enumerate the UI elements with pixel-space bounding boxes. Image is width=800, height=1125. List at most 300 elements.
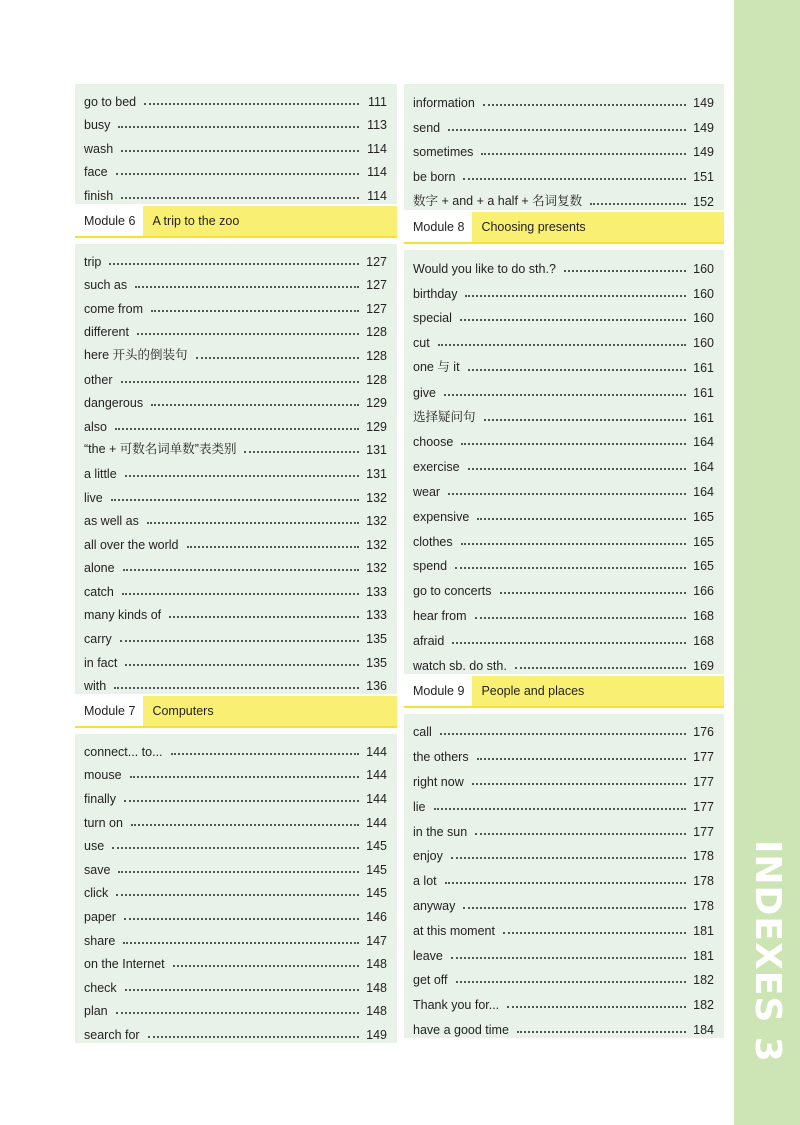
dot-leader: [125, 475, 359, 477]
entry-block: [75, 244, 397, 694]
entry-term: Thank you for...: [413, 998, 500, 1013]
entry-page-number: 146: [366, 910, 387, 924]
index-entry: [75, 434, 397, 458]
entry-term: expensive: [413, 509, 470, 524]
entry-term: spend: [413, 559, 448, 574]
dot-leader: [123, 569, 359, 571]
dot-leader: [472, 783, 686, 785]
entry-term: one 与 it: [413, 359, 460, 374]
entry-term: watch sb. do sth.: [413, 658, 507, 673]
module-label: Module 7: [75, 696, 143, 726]
entry-page-number: 181: [693, 948, 714, 963]
entry-term: check: [84, 980, 117, 995]
entry-page-number: 128: [366, 325, 387, 340]
index-entry: [75, 948, 397, 972]
entry-page-number: 160: [693, 261, 714, 276]
index-entry: [75, 292, 397, 316]
dot-leader: [120, 640, 359, 642]
dot-leader: [125, 664, 359, 666]
dot-leader: [507, 1006, 686, 1008]
index-entry: [75, 1018, 397, 1042]
module-title: A trip to the zoo: [143, 206, 397, 236]
entry-page-number: 160: [693, 336, 714, 351]
entry-term: also: [84, 419, 107, 434]
index-entry: [75, 830, 397, 854]
entry-term: click: [84, 886, 109, 901]
entry-term: finally: [84, 792, 116, 807]
index-entry: [75, 806, 397, 830]
index-entry: [404, 739, 724, 764]
dot-leader: [137, 333, 359, 335]
entry-term: 选择疑问句: [413, 409, 476, 424]
entry-term: live: [84, 490, 103, 505]
index-entry: [75, 599, 397, 623]
index-entry: [75, 269, 397, 293]
entry-term: plan: [84, 1004, 108, 1019]
entry-page-number: 161: [693, 360, 714, 375]
dot-leader: [483, 104, 686, 106]
dot-leader: [118, 126, 359, 128]
entry-page-number: 144: [366, 792, 387, 807]
entry-page-number: 160: [693, 286, 714, 301]
entry-term: go to bed: [84, 94, 137, 109]
entry-term: at this moment: [413, 923, 495, 938]
index-entry: [75, 179, 397, 203]
dot-leader: [468, 369, 686, 371]
entry-term: turn on: [84, 815, 123, 830]
index-entry: [404, 400, 724, 425]
module-title: People and places: [472, 676, 724, 706]
index-entry: [404, 110, 724, 135]
index-entry: [404, 301, 724, 326]
entry-page-number: 166: [693, 584, 714, 599]
dot-leader: [118, 871, 359, 873]
dot-leader: [124, 918, 359, 920]
dot-leader: [463, 178, 686, 180]
entry-term: with: [84, 679, 107, 694]
index-column-left: [75, 84, 397, 1043]
dot-leader: [475, 833, 686, 835]
dot-leader: [123, 942, 359, 944]
entry-page-number: 164: [693, 484, 714, 499]
dot-leader: [122, 593, 359, 595]
index-entry: [404, 623, 724, 648]
index-entry: [404, 251, 724, 276]
index-entry: [75, 575, 397, 599]
entry-page-number: 113: [367, 118, 387, 133]
entry-term: cut: [413, 336, 430, 351]
entry-term: search for: [84, 1027, 140, 1042]
dot-leader: [121, 150, 359, 152]
dot-leader: [151, 404, 359, 406]
entry-page-number: 152: [693, 194, 714, 209]
dot-leader: [144, 103, 359, 105]
dot-leader: [460, 319, 686, 321]
entry-page-number: 132: [366, 537, 387, 552]
entry-page-number: 168: [693, 608, 714, 623]
entry-term: enjoy: [413, 849, 443, 864]
entry-page-number: 165: [693, 534, 714, 549]
entry-term: catch: [84, 584, 114, 599]
dot-leader: [187, 546, 360, 548]
index-entry: [404, 325, 724, 350]
entry-page-number: 128: [366, 348, 387, 363]
entry-term: afraid: [413, 633, 445, 648]
index-entry: [404, 863, 724, 888]
entry-term: information: [413, 95, 475, 110]
entry-page-number: 144: [366, 815, 387, 830]
index-entry: [75, 971, 397, 995]
dot-leader: [463, 907, 686, 909]
entry-term: dangerous: [84, 396, 144, 411]
dot-leader: [475, 617, 687, 619]
dot-leader: [121, 381, 360, 383]
dot-leader: [448, 129, 686, 131]
entry-term: give: [413, 385, 436, 400]
index-column-right: [404, 84, 724, 1038]
entry-page-number: 145: [366, 886, 387, 901]
entry-term: share: [84, 933, 116, 948]
dot-leader: [116, 894, 359, 896]
dot-leader: [124, 800, 359, 802]
index-entry: [404, 85, 724, 110]
dot-leader: [148, 1036, 359, 1038]
entry-page-number: 114: [367, 188, 387, 203]
entry-term: right now: [413, 774, 464, 789]
entry-term: all over the world: [84, 537, 179, 552]
entry-page-number: 178: [693, 849, 714, 864]
dot-leader: [451, 857, 686, 859]
entry-term: call: [413, 725, 432, 740]
entry-term: paper: [84, 910, 116, 924]
index-entry: [75, 156, 397, 180]
entry-page-number: 129: [366, 419, 387, 434]
entry-page-number: 182: [693, 973, 714, 988]
entry-page-number: 148: [366, 1004, 387, 1019]
index-entry: [75, 457, 397, 481]
index-entry: [404, 913, 724, 938]
index-entry: [75, 670, 397, 694]
entry-term: busy: [84, 118, 111, 133]
dot-leader: [125, 989, 359, 991]
index-entry: [75, 316, 397, 340]
index-entry: [75, 646, 397, 670]
index-entry: [75, 924, 397, 948]
dot-leader: [130, 776, 359, 778]
entry-block: [75, 734, 397, 1043]
dot-leader: [196, 357, 360, 359]
entry-page-number: 144: [366, 768, 387, 783]
dot-leader: [515, 667, 686, 669]
entry-page-number: 135: [366, 632, 387, 647]
index-entry: [75, 109, 397, 133]
dot-leader: [116, 173, 359, 175]
dot-leader: [564, 270, 686, 272]
index-entry: [404, 888, 724, 913]
entry-page-number: 127: [366, 254, 387, 269]
dot-leader: [456, 981, 686, 983]
entry-page-number: 127: [366, 301, 387, 316]
entry-page-number: 181: [693, 923, 714, 938]
index-entry: [75, 410, 397, 434]
entry-term: come from: [84, 301, 144, 316]
dot-leader: [451, 957, 686, 959]
dot-leader: [173, 965, 359, 967]
dot-leader: [445, 882, 686, 884]
dot-leader: [112, 847, 359, 849]
index-entry: [404, 375, 724, 400]
module-header: [404, 212, 724, 244]
entry-page-number: 165: [693, 509, 714, 524]
dot-leader: [477, 758, 686, 760]
index-entry: [404, 449, 724, 474]
module-header: [404, 676, 724, 708]
entry-page-number: 149: [693, 120, 714, 135]
dot-leader: [500, 592, 686, 594]
index-entry: [75, 387, 397, 411]
entry-term: wash: [84, 141, 114, 156]
index-entry: [75, 995, 397, 1019]
dot-leader: [244, 451, 359, 453]
index-entry: [404, 135, 724, 160]
dot-leader: [135, 286, 359, 288]
index-entry: [404, 598, 724, 623]
module-label: Module 9: [404, 676, 472, 706]
dot-leader: [452, 642, 686, 644]
entry-term: the others: [413, 750, 469, 765]
dot-leader: [116, 1012, 359, 1014]
index-entry: [75, 505, 397, 529]
dot-leader: [517, 1031, 686, 1033]
index-entry: [404, 938, 724, 963]
entry-page-number: 149: [693, 95, 714, 110]
dot-leader: [440, 733, 686, 735]
entry-term: hear from: [413, 608, 467, 623]
index-entry: [404, 1012, 724, 1037]
entry-term: here 开头的倒装句: [84, 347, 188, 362]
entry-term: a little: [84, 466, 117, 481]
entry-term: be born: [413, 170, 456, 185]
entry-page-number: 145: [366, 839, 387, 854]
index-entry: [75, 900, 397, 924]
dot-leader: [461, 443, 686, 445]
entry-page-number: 132: [366, 561, 387, 576]
entry-term: on the Internet: [84, 957, 165, 972]
entry-term: birthday: [413, 286, 458, 301]
entry-term: get off: [413, 973, 448, 988]
entry-page-number: 148: [366, 957, 387, 972]
entry-term: exercise: [413, 460, 460, 475]
index-entry: [75, 735, 397, 759]
index-entry: [404, 764, 724, 789]
index-entry: [404, 715, 724, 740]
entry-page-number: 184: [693, 1022, 714, 1037]
entry-page-number: 131: [366, 466, 387, 481]
index-entry: [404, 814, 724, 839]
index-entry: [404, 987, 724, 1012]
dot-leader: [477, 518, 686, 520]
entry-page-number: 164: [693, 435, 714, 450]
index-entry: [75, 759, 397, 783]
entry-page-number: 133: [366, 584, 387, 599]
entry-term: in the sun: [413, 824, 468, 839]
entry-term: alone: [84, 561, 115, 576]
dot-leader: [147, 522, 359, 524]
module-title: Computers: [143, 696, 397, 726]
entry-page-number: 161: [693, 410, 714, 425]
dot-leader: [114, 687, 359, 689]
dot-leader: [461, 543, 686, 545]
entry-page-number: 133: [366, 608, 387, 623]
index-entry: [404, 276, 724, 301]
index-entry: [404, 789, 724, 814]
entry-page-number: 131: [366, 443, 387, 458]
entry-term: have a good time: [413, 1022, 509, 1037]
index-entry: [75, 782, 397, 806]
entry-page-number: 132: [366, 514, 387, 529]
entry-term: carry: [84, 632, 112, 647]
entry-page-number: 177: [693, 750, 714, 765]
entry-term: face: [84, 165, 108, 180]
entry-term: many kinds of: [84, 608, 162, 623]
entry-term: as well as: [84, 514, 139, 529]
dot-leader: [484, 419, 686, 421]
dot-leader: [171, 753, 359, 755]
entry-page-number: 161: [693, 385, 714, 400]
entry-page-number: 169: [693, 658, 714, 673]
index-entry: [75, 481, 397, 505]
entry-page-number: 114: [367, 141, 387, 156]
entry-block: [404, 84, 724, 210]
entry-term: other: [84, 372, 113, 387]
entry-page-number: 147: [366, 933, 387, 948]
entry-page-number: 135: [366, 655, 387, 670]
index-entry: [75, 552, 397, 576]
index-entry: [75, 85, 397, 109]
entry-term: such as: [84, 278, 128, 293]
entry-term: use: [84, 839, 105, 854]
index-entry: [75, 528, 397, 552]
entry-page-number: 129: [366, 396, 387, 411]
dot-leader: [115, 428, 359, 430]
dot-leader: [438, 344, 686, 346]
dot-leader: [455, 567, 686, 569]
index-entry: [404, 573, 724, 598]
entry-term: in fact: [84, 655, 118, 670]
entry-page-number: 177: [693, 799, 714, 814]
dot-leader: [169, 616, 359, 618]
index-entry: [404, 184, 724, 209]
dot-leader: [151, 310, 359, 312]
entry-page-number: 178: [693, 874, 714, 889]
dot-leader: [590, 203, 686, 205]
entry-term: wear: [413, 484, 441, 499]
index-entry: [75, 853, 397, 877]
entry-block: [404, 714, 724, 1038]
entry-page-number: 111: [367, 94, 387, 109]
module-header: [75, 696, 397, 728]
index-entry: [75, 245, 397, 269]
dot-leader: [503, 932, 686, 934]
entry-term: sometimes: [413, 145, 474, 160]
entry-page-number: 114: [367, 165, 387, 180]
entry-page-number: 145: [366, 862, 387, 877]
entry-term: leave: [413, 948, 443, 963]
entry-term: send: [413, 120, 441, 135]
entry-term: clothes: [413, 534, 453, 549]
index-entry: [75, 363, 397, 387]
entry-page-number: 168: [693, 633, 714, 648]
entry-term: connect... to...: [84, 744, 163, 759]
entry-page-number: 178: [693, 898, 714, 913]
entry-page-number: 177: [693, 824, 714, 839]
entry-page-number: 136: [366, 679, 387, 694]
entry-term: Would you like to do sth.?: [413, 261, 556, 276]
index-entry: [404, 524, 724, 549]
entry-term: 数字 + and + a half + 名词复数: [413, 193, 583, 208]
index-entry: [404, 839, 724, 864]
entry-page-number: 160: [693, 311, 714, 326]
index-entry: [404, 648, 724, 673]
index-entry: [404, 549, 724, 574]
index-entry: [404, 474, 724, 499]
entry-page-number: 182: [693, 998, 714, 1013]
dot-leader: [444, 394, 686, 396]
entry-block: [75, 84, 397, 204]
entry-page-number: 127: [366, 278, 387, 293]
index-entry: [75, 622, 397, 646]
entry-term: special: [413, 311, 452, 326]
entry-page-number: 151: [693, 170, 714, 185]
entry-term: mouse: [84, 768, 122, 783]
entry-term: save: [84, 862, 111, 877]
entry-page-number: 132: [366, 490, 387, 505]
module-label: Module 6: [75, 206, 143, 236]
dot-leader: [468, 468, 686, 470]
entry-term: choose: [413, 435, 454, 450]
side-tab-label: INDEXES 3: [747, 840, 788, 1063]
entry-term: go to concerts: [413, 584, 492, 599]
index-entry: [404, 159, 724, 184]
index-entry: [75, 339, 397, 363]
index-entry: [404, 963, 724, 988]
entry-term: a lot: [413, 874, 437, 889]
dot-leader: [109, 263, 359, 265]
dot-leader: [434, 808, 686, 810]
module-title: Choosing presents: [472, 212, 724, 242]
entry-term: “the + 可数名词单数”表类别: [84, 442, 237, 457]
index-entry: [404, 350, 724, 375]
module-header: [75, 206, 397, 238]
dot-leader: [481, 153, 686, 155]
entry-page-number: 149: [366, 1027, 387, 1042]
entry-page-number: 177: [693, 774, 714, 789]
entry-term: lie: [413, 799, 426, 814]
entry-page-number: 148: [366, 980, 387, 995]
dot-leader: [131, 824, 359, 826]
index-entry: [75, 132, 397, 156]
index-entry: [75, 877, 397, 901]
entry-page-number: 164: [693, 460, 714, 475]
index-entry: [404, 499, 724, 524]
entry-page-number: 149: [693, 145, 714, 160]
entry-term: anyway: [413, 898, 456, 913]
entry-page-number: 128: [366, 372, 387, 387]
dot-leader: [111, 499, 359, 501]
entry-page-number: 176: [693, 725, 714, 740]
module-label: Module 8: [404, 212, 472, 242]
dot-leader: [121, 197, 359, 199]
